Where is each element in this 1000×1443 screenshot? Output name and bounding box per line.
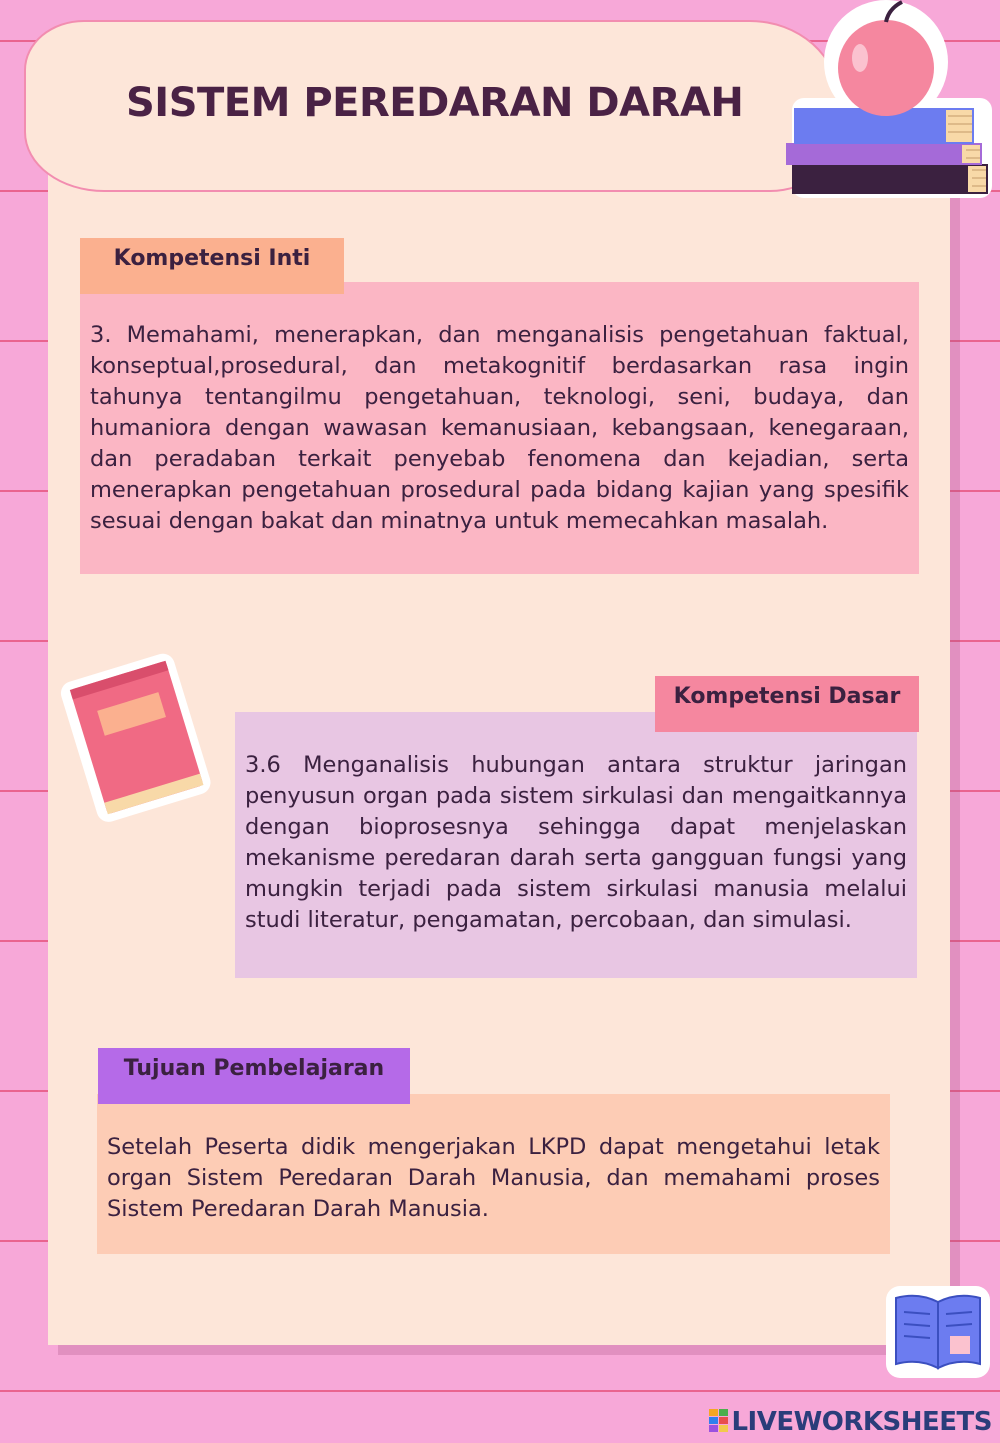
apple-books-icon: [776, 0, 996, 200]
kompetensi-dasar-text: 3.6 Menganalisis hubungan antara struktur jaringan penyusun organ pada sistem sirkulasi dan mengaitkannya dengan bioprosesnya sehingga dapat menjelaskan mekanisme peredaran darah serta gangguan fungsi yang mungkin terjadi pada sistem sirkulasi manusia melalui studi literatur, pengamatan, percobaan, dan simulasi.: [245, 752, 907, 933]
kompetensi-dasar-heading: Kompetensi Dasar: [655, 676, 919, 732]
page-title: SISTEM PEREDARAN DARAH: [126, 80, 744, 126]
ruled-line: [0, 1390, 1000, 1392]
kompetensi-inti-box: [80, 282, 919, 574]
kompetensi-inti-heading: Kompetensi Inti: [80, 238, 344, 294]
tujuan-pembelajaran-text: Setelah Peserta didik mengerjakan LKPD dapat mengetahui letak organ Sistem Peredaran Darah Manusia, dan memahami proses Sistem Peredaran Darah Manusia.: [107, 1134, 880, 1222]
kompetensi-dasar-box: [235, 712, 917, 978]
tujuan-pembelajaran-box: [97, 1094, 890, 1254]
tujuan-pembelajaran-heading: Tujuan Pembelajaran: [98, 1048, 410, 1104]
open-book-icon: [884, 1284, 992, 1380]
brand-logo: [709, 1407, 992, 1437]
kompetensi-inti-text: 3. Memahami, menerapkan, dan menganalisis pengetahuan faktual, konseptual,prosedural, dan metakognitif berdasarkan rasa ingin tahunya tentangilmu pengetahuan, teknologi, seni, budaya, dan humaniora dengan wawasan kemanusiaan, kebangsaan, kenegaraan, dan peradaban terkait penyebab fenomena dan kejadian, serta menerapkan pengetahuan prosedural pada bidang kajian yang spesifik sesuai dengan bakat dan minatnya untuk memecahkan masalah.: [90, 322, 909, 534]
brand-name: LIVEWORKSHEETS: [731, 1407, 992, 1437]
book-icon: [58, 650, 218, 820]
liveworksheets-logo-icon: [709, 1409, 729, 1433]
